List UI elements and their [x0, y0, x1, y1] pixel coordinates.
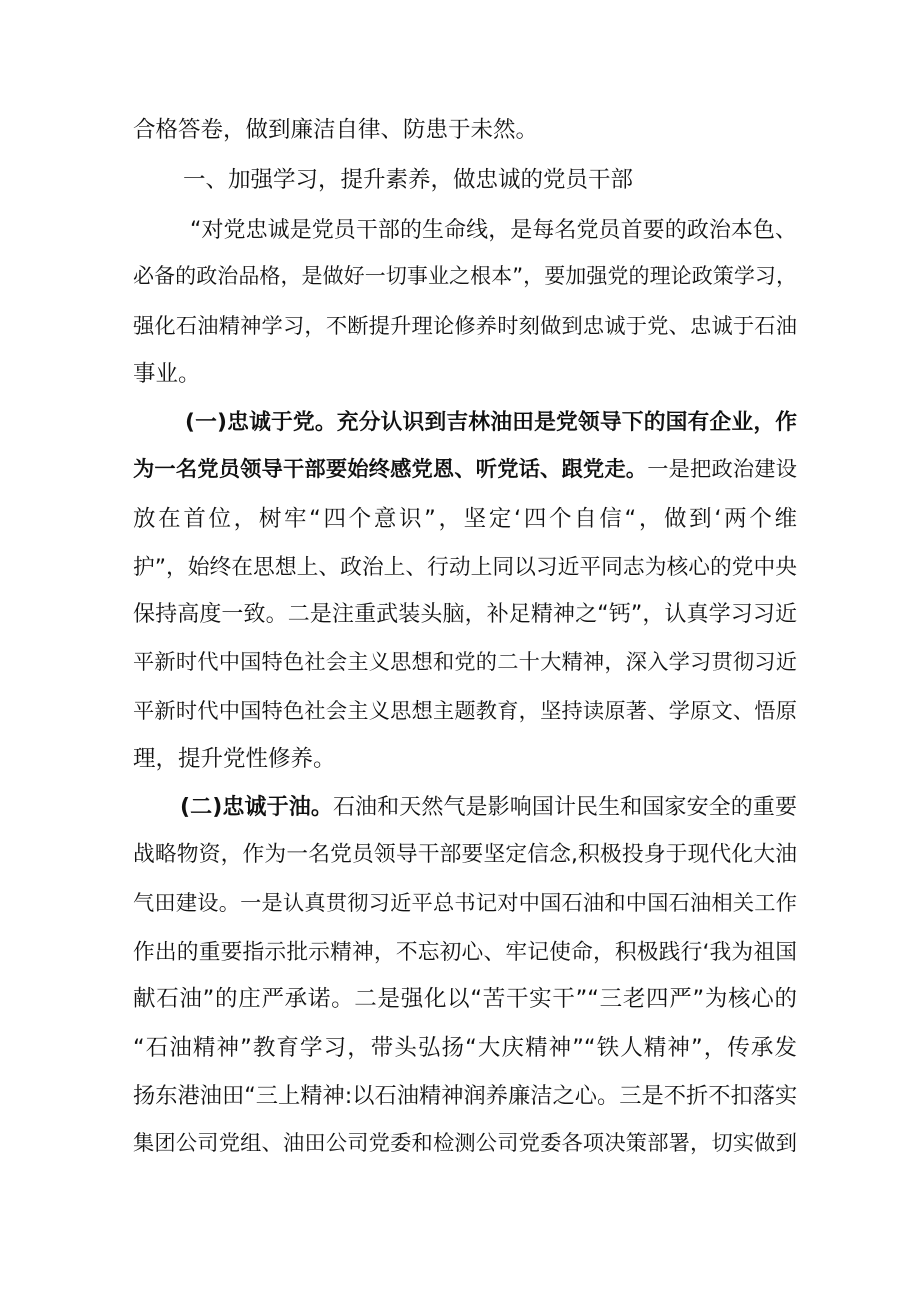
paragraph-line: 作出的重要指示批示精神，不忘初心、牢记使命，积极践行‘我为祖国: [133, 940, 797, 965]
paragraph-line: [133, 454, 797, 486]
section-heading: 一、加强学习，提升素养，做忠诚的党员干部: [183, 167, 634, 193]
paragraph-line: 平新时代中国特色社会主义思想和党的二十大精神，深入学习贯彻习近: [133, 650, 797, 675]
bold-text: 为一名党员领导干部要始终感党恩、听党话、跟党走。: [133, 457, 648, 482]
plain-text: 一是把政治建设: [647, 457, 797, 482]
paragraph-line: 献石油”的庄严承诺。二是强化以“苦干实干”“三老四严”为核心的: [133, 986, 797, 1012]
paragraph-line: 事业。: [133, 361, 201, 387]
paragraph-line: 集团公司党组、油田公司党委和检测公司党委各项决策部署，切实做到: [133, 1131, 797, 1156]
intro-line: 合格答卷，做到廉洁自律、防患于未然。: [133, 117, 539, 143]
plain-text: 石油和天然气是影响国计民生和国家安全的重要: [332, 795, 797, 820]
paragraph-line: 理，提升党性修养。: [133, 746, 336, 772]
paragraph-line: 保持高度一致。二是注重武装头脑，补足精神之“钙”，认真学习习近: [133, 602, 797, 627]
paragraph-line: 气田建设。一是认真贯彻习近平总书记对中国石油和中国石油相关工作: [133, 891, 797, 916]
paragraph-line: 强化石油精神学习，不断提升理论修养时刻做到忠诚于党、忠诚于石油: [133, 314, 797, 339]
paragraph-line: “石油精神”教育学习，带头弘扬“大庆精神”“铁人精神”，传承发: [133, 1035, 797, 1061]
paragraph-line: 放在首位，树牢“四个意识”，坚定‘四个自信“，做到‘两个维: [133, 506, 797, 532]
subsection-heading: (一)忠诚于党。充分认识到吉林油田是党领导下的国有企业，作: [185, 410, 797, 435]
paragraph-line: 护”，始终在思想上、政治上、行动上同以习近平同志为核心的党中央: [133, 555, 797, 580]
paragraph-line: 必备的政治品格，是做好一切事业之根本”，要加强党的理论政策学习，: [133, 264, 797, 288]
paragraph-line: 扬东港油田“三上精神:以石油精神润养廉洁之心。三是不折不扣落实: [133, 1083, 798, 1109]
subsection-heading: (二)忠诚于油。: [180, 795, 333, 820]
paragraph-line: [180, 792, 797, 824]
paragraph-line: 平新时代中国特色社会主义思想主题教育，坚持读原著、学原文、悟原: [133, 699, 797, 724]
paragraph-line: 战略物资，作为一名党员领导干部要坚定信念,积极投身于现代化大油: [133, 842, 797, 867]
paragraph-line: “对党忠诚是党员干部的生命线，是每名党员首要的政治本色、: [190, 218, 797, 243]
